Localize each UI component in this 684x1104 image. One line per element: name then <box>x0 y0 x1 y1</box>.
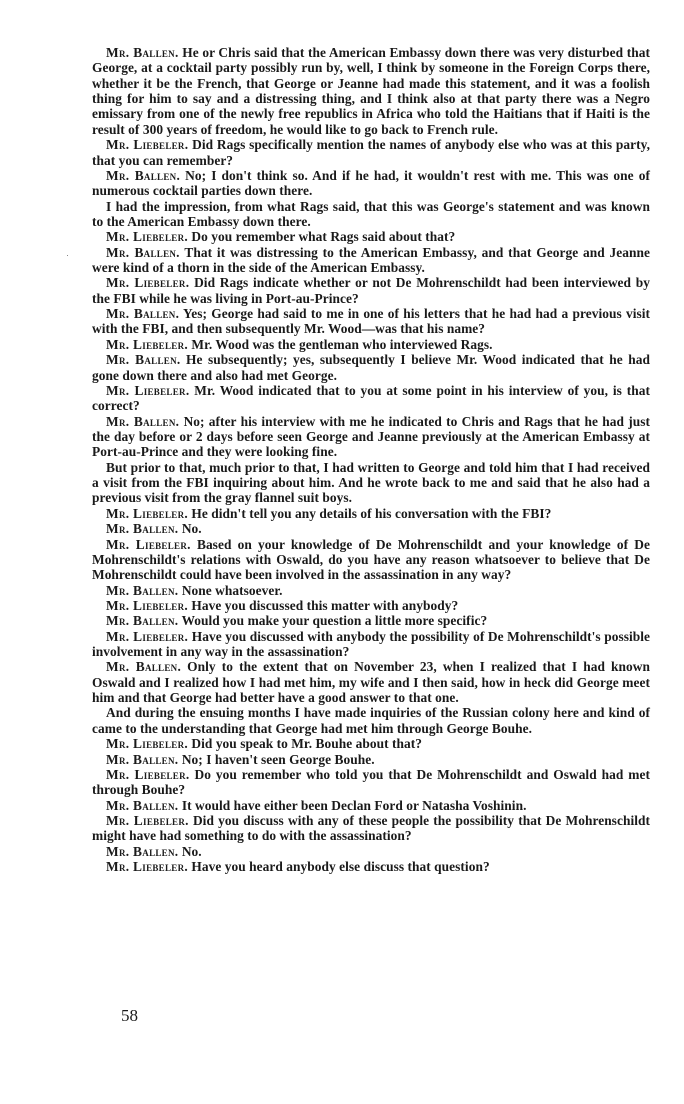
speaker-label: Mr. Liebeler. <box>106 812 189 828</box>
paragraph-text: Yes; George had said to me in one of his letters that he had had a previous visit with the FBI, and then subsequently Mr. Wood—was that his name? <box>92 306 651 337</box>
speaker-label: Mr. Liebeler. <box>106 597 189 613</box>
paragraph <box>92 275 650 306</box>
paragraph <box>92 45 650 137</box>
paragraph <box>92 199 650 230</box>
paragraph-text: He didn't tell you any details of his conversation with the FBI? <box>188 505 552 521</box>
paragraph-text: Have you heard anybody else discuss that question? <box>188 859 490 875</box>
page-number: 58 <box>121 1006 138 1025</box>
speaker-label: Mr. Ballen. <box>106 306 180 322</box>
paragraph-text: But prior to that, much prior to that, I had written to George and told him that I had received a visit from the FBI inquiring about him. And he wrote back to me and said that he also had a previous visit from the gray flannel suit boys. <box>92 459 650 506</box>
speaker-label: Mr. Liebeler. <box>106 137 189 153</box>
paragraph-text: Mr. Wood indicated that to you at some point in his interview of you, is that correct? <box>92 382 651 414</box>
margin-mark <box>67 255 68 256</box>
speaker-label: Mr. Liebeler. <box>106 736 189 752</box>
speaker-label: Mr. Liebeler. <box>106 536 191 552</box>
speaker-label: Mr. Ballen. <box>106 167 181 183</box>
paragraph <box>92 352 650 383</box>
paragraph-text: Mr. Wood was the gentleman who interviewed Rags. <box>188 336 493 352</box>
paragraph <box>92 337 650 352</box>
paragraph <box>92 798 650 813</box>
speaker-label: Mr. Liebeler. <box>106 505 189 521</box>
paragraph-text: Only to the extent that on November 23, when I realized that I had known Oswald and I realized how I had met him, my wife and I then said, how in heck did George meet him and that George had better have a good answer to that one. <box>92 659 650 706</box>
paragraph-text: He or Chris said that the American Embassy down there was very disturbed that George, at a cocktail party possibly run by, well, I think by someone in the Foreign Corps there, whether it be the French, that George or Jeanne had made this statement, and it was a foolish thing for him to say and a distressing thing, and I think also at that party there was a Negro emissary from one of the newly free republics in Africa who told the Haitians that if Haiti is the result of 300 years of freedom, he would like to go back to French rule. <box>92 45 650 137</box>
speaker-label: Mr. Ballen. <box>106 613 179 629</box>
speaker-label: Mr. Ballen. <box>106 751 179 767</box>
paragraph-text: That it was distressing to the American Embassy, and that George and Jeanne were kind of a thorn in the side of the American Embassy. <box>92 244 651 276</box>
paragraph-text: Have you discussed with anybody the possibility of De Mohrenschildt's possible involvement in any way in the assassination? <box>92 628 650 660</box>
paragraph <box>92 598 650 613</box>
paragraph <box>92 460 650 506</box>
paragraph <box>92 844 650 859</box>
paragraph <box>92 229 650 244</box>
speaker-label: Mr. Liebeler. <box>106 859 189 875</box>
paragraph-text: No; I don't think so. And if he had, it wouldn't rest with me. This was one of numerous cocktail parties down there. <box>92 167 650 199</box>
paragraph <box>92 767 650 798</box>
speaker-label: Mr. Liebeler. <box>106 229 189 245</box>
paragraph-text: Did you speak to Mr. Bouhe about that? <box>188 736 423 752</box>
speaker-label: Mr. Ballen. <box>106 582 179 598</box>
speaker-label: Mr. Liebeler. <box>106 275 190 291</box>
paragraph <box>92 521 650 536</box>
speaker-label: Mr. Ballen. <box>106 521 179 537</box>
paragraph-text: Have you discussed this matter with anybody? <box>188 597 459 613</box>
paragraph-text: No; after his interview with me he indicated to Chris and Rags that he had just the day before or 2 days before seen George and Jeanne previously at the American Embassy at Port-au-Prince and they were looking fine. <box>92 413 650 460</box>
paragraph-text: No. <box>178 843 202 859</box>
paragraph-text: None whatsoever. <box>178 582 283 598</box>
speaker-label: Mr. Ballen. <box>106 843 179 859</box>
paragraph-text: It would have either been Declan Ford or Natasha Voshinin. <box>178 797 527 813</box>
paragraph-text: No. <box>178 521 202 537</box>
paragraph <box>92 613 650 628</box>
paragraph <box>92 705 650 736</box>
paragraph-text: Would you make your question a little more specific? <box>178 613 488 629</box>
speaker-label: Mr. Liebeler. <box>106 382 190 398</box>
speaker-label: Mr. Ballen. <box>106 45 179 60</box>
speaker-label: Mr. Ballen. <box>106 244 180 260</box>
paragraph-text: He subsequently; yes, subsequently I believe Mr. Wood indicated that he had gone down there and also had met George. <box>92 352 651 383</box>
paragraph-text: And during the ensuing months I have made inquiries of the Russian colony here and kind of came to the understanding that George had met him through George Bouhe. <box>92 705 650 736</box>
paragraph <box>92 137 650 168</box>
paragraph <box>92 813 650 844</box>
paragraph <box>92 659 650 705</box>
paragraph-text: Did Rags specifically mention the names of anybody else who was at this party, that you can remember? <box>92 137 650 168</box>
paragraph-text: Do you remember what Rags said about that? <box>188 229 456 245</box>
speaker-label: Mr. Liebeler. <box>106 766 190 782</box>
transcript-body <box>92 45 650 874</box>
paragraph <box>92 306 650 337</box>
paragraph-text: I had the impression, from what Rags said, that this was George's statement and was known to the American Embassy down there. <box>92 198 650 229</box>
paragraph <box>92 859 650 874</box>
paragraph <box>92 383 650 414</box>
paragraph <box>92 506 650 521</box>
paragraph <box>92 537 650 583</box>
paragraph-text: No; I haven't seen George Bouhe. <box>178 751 375 767</box>
paragraph-text: Did you discuss with any of these people the possibility that De Mohrenschildt might have had something to do with the assassination? <box>92 812 650 844</box>
speaker-label: Mr. Liebeler. <box>106 628 189 644</box>
speaker-label: Mr. Liebeler. <box>106 336 189 352</box>
paragraph <box>92 629 650 660</box>
paragraph <box>92 752 650 767</box>
paragraph <box>92 245 650 276</box>
speaker-label: Mr. Ballen. <box>106 352 181 368</box>
speaker-label: Mr. Ballen. <box>106 413 180 429</box>
paragraph-text: Did Rags indicate whether or not De Mohrenschildt had been interviewed by the FBI while he was living in Port-au-Prince? <box>92 275 651 306</box>
paragraph-text: Based on your knowledge of De Mohrenschildt and your knowledge of De Mohrenschildt's relations with Oswald, do you have any reason whatsoever to believe that De Mohrenschildt could have been involved in the assassination in any way? <box>92 536 650 583</box>
speaker-label: Mr. Ballen. <box>106 659 182 675</box>
paragraph-text: Do you remember who told you that De Mohrenschildt and Oswald had met through Bouhe? <box>92 766 651 798</box>
paragraph <box>92 736 650 751</box>
speaker-label: Mr. Ballen. <box>106 797 179 813</box>
paragraph <box>92 414 650 460</box>
paragraph <box>92 168 650 199</box>
paragraph <box>92 583 650 598</box>
